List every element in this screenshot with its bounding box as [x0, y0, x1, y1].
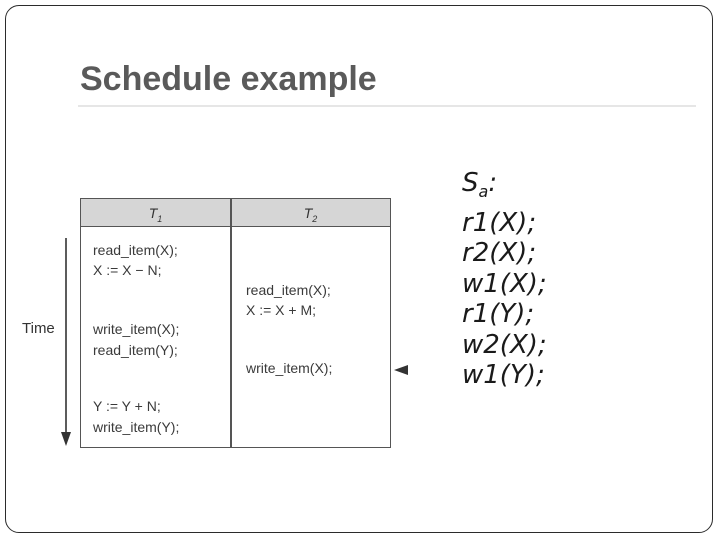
schedule-name-letter: S [462, 168, 479, 198]
t1-operation: X := X − N; [93, 262, 162, 278]
t2-operation: read_item(X); [246, 282, 331, 298]
slide-title: Schedule example [80, 60, 377, 98]
schedule-operation: r1(X); [462, 207, 537, 238]
column-header-t2 [232, 199, 390, 227]
schedule-name [462, 168, 547, 208]
t1-operation: Y := Y + N; [93, 398, 161, 414]
column-divider [230, 199, 232, 447]
column-header-t1-name: T [148, 205, 158, 221]
t1-operation: read_item(Y); [93, 342, 178, 358]
t1-operation: write_item(Y); [93, 419, 180, 435]
schedule-sequence [462, 168, 547, 391]
t2-operation: write_item(X); [246, 360, 333, 376]
schedule-operation: w1(X); [462, 268, 547, 299]
t1-operation: read_item(X); [93, 242, 178, 258]
time-axis-arrow-icon [58, 238, 74, 448]
column-header-t1-subscript: 1 [157, 213, 163, 224]
left-arrow-icon [392, 362, 414, 378]
schedule-operation: w2(X); [462, 329, 547, 360]
schedule-operation: w1(Y); [462, 360, 545, 391]
t1-operation: write_item(X); [93, 321, 180, 337]
schedule-table [80, 198, 391, 448]
column-header-t1 [81, 199, 230, 227]
column-header-t2-name: T [303, 205, 313, 221]
column-header-t2-subscript: 2 [312, 213, 318, 224]
schedule-name-subscript: a [478, 182, 489, 202]
schedule-operation: r2(X); [462, 238, 537, 269]
time-label: Time [22, 320, 55, 337]
t2-operation: X := X + M; [246, 302, 317, 318]
schedule-name-colon: : [488, 168, 498, 198]
schedule-operation: r1(Y); [462, 299, 535, 330]
